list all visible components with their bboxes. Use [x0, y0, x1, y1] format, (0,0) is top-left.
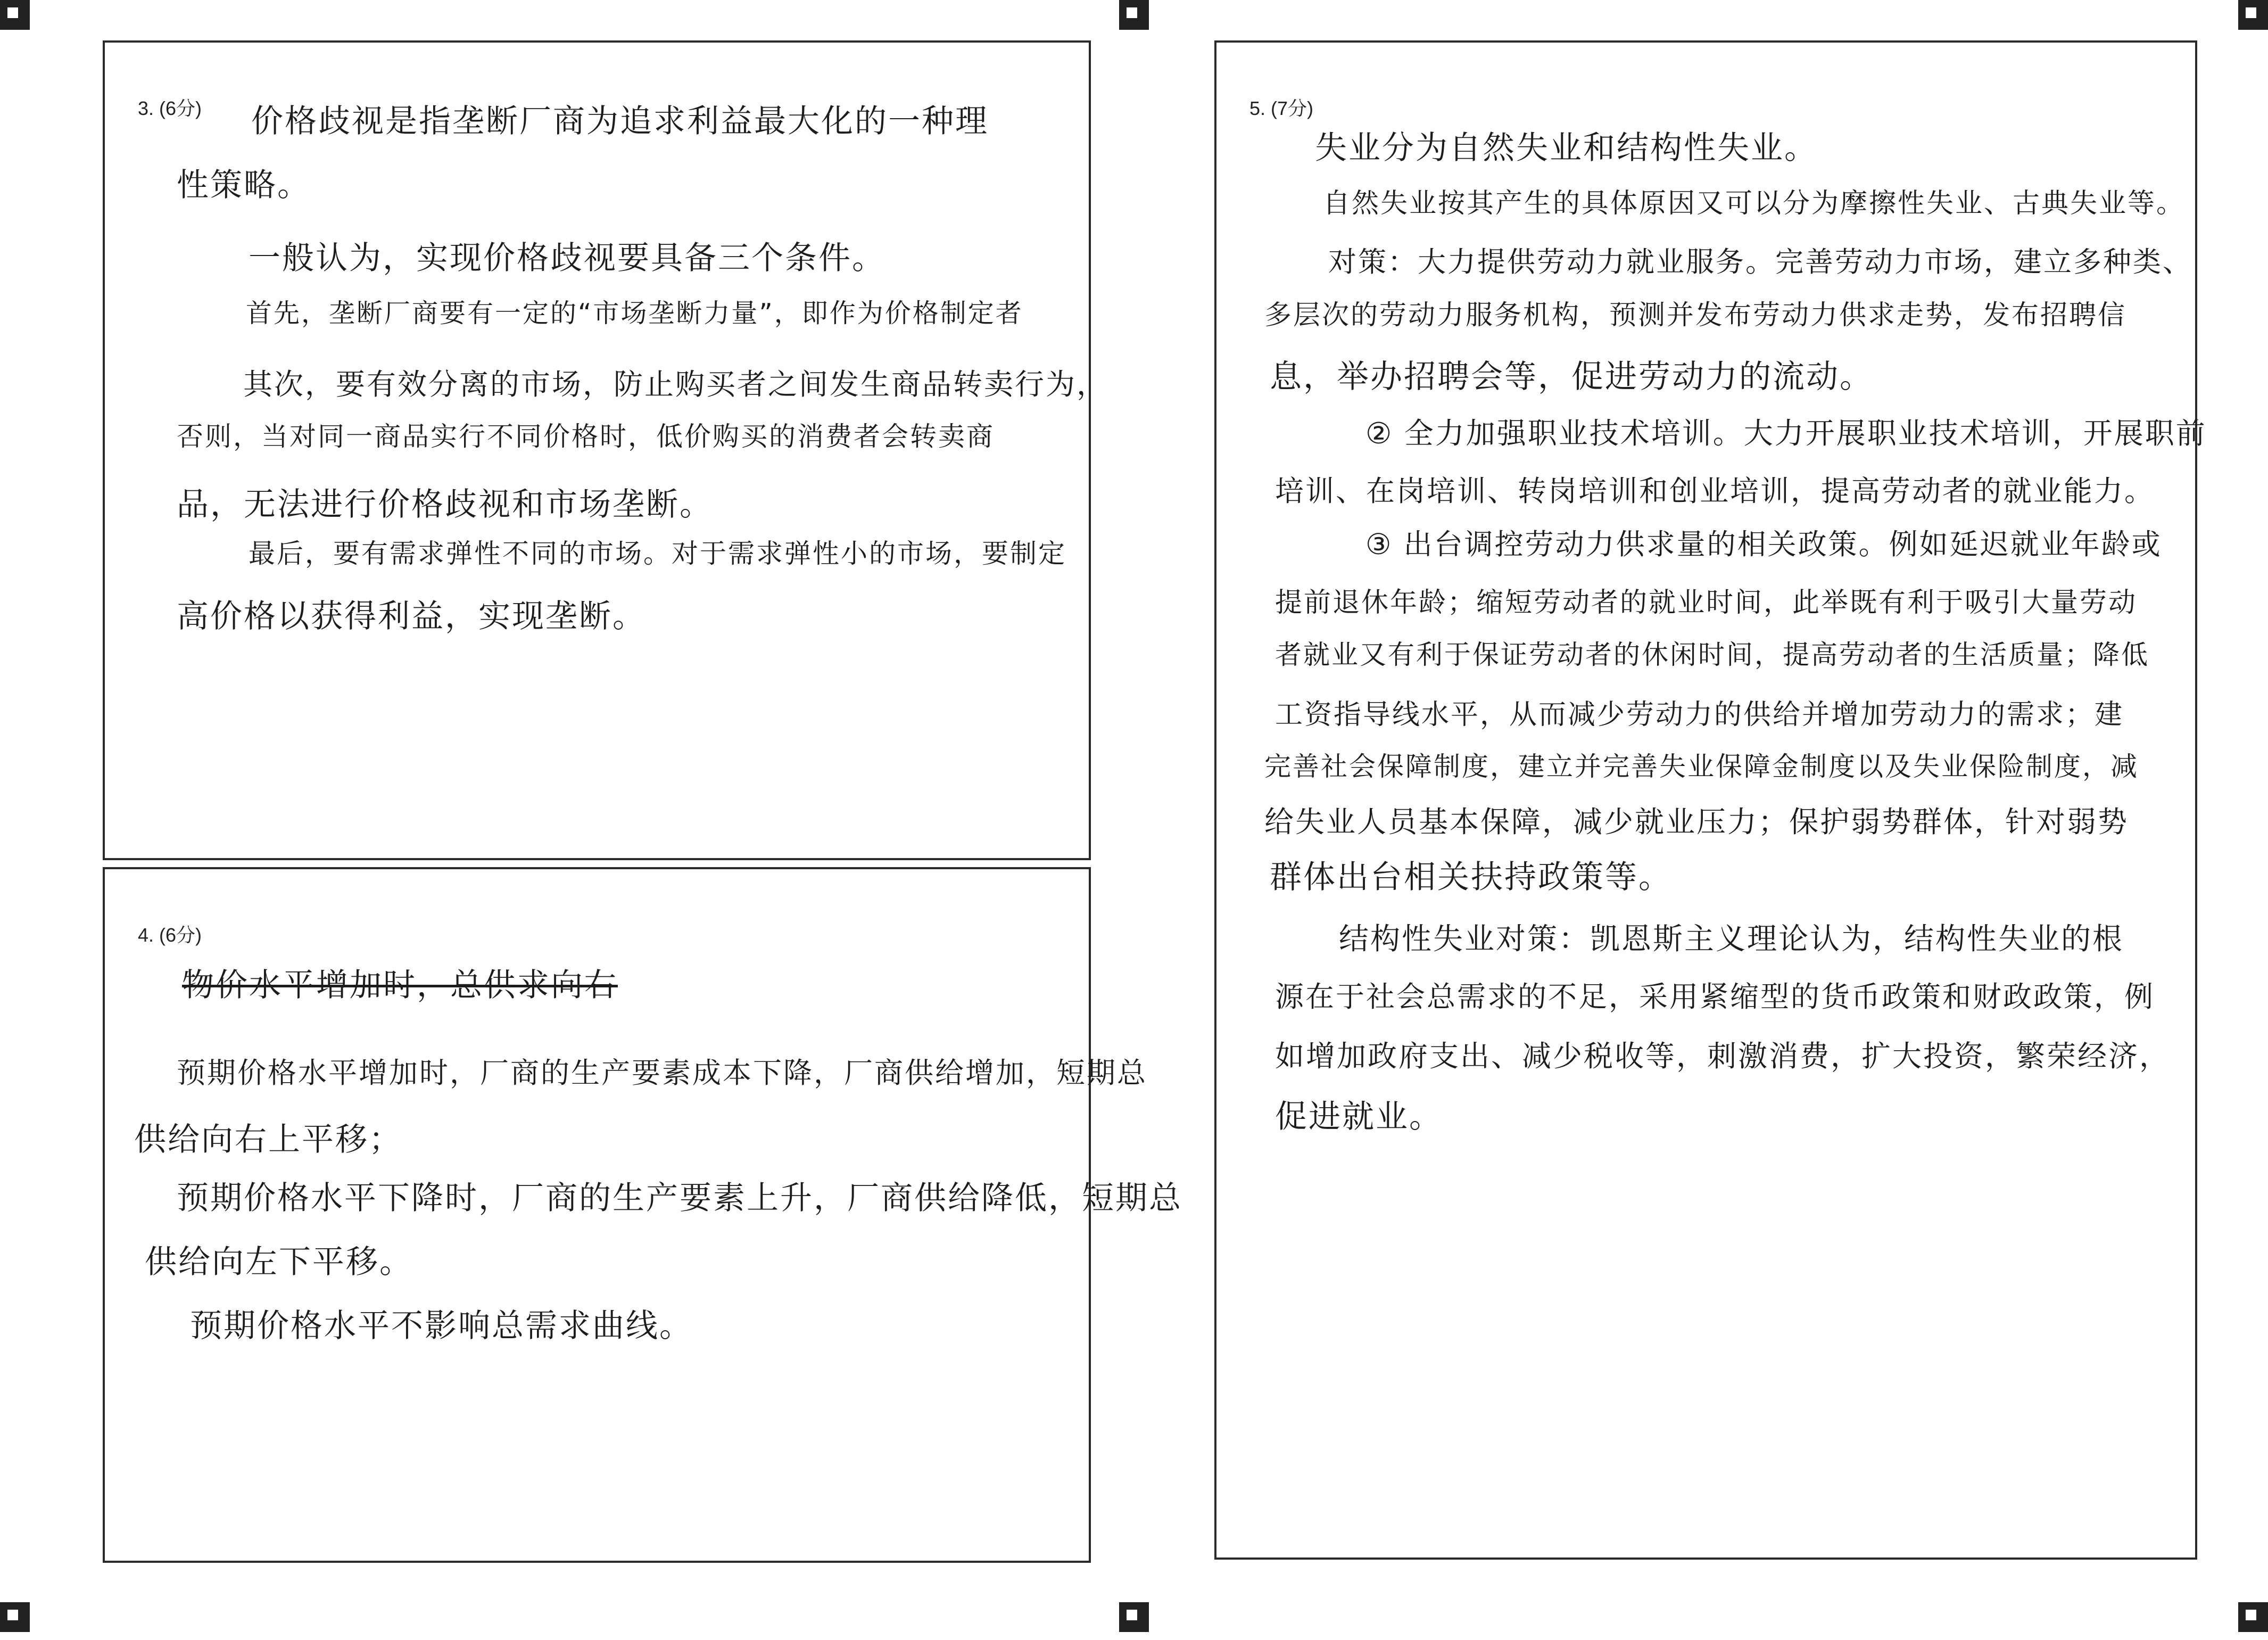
q5-line-5: 息，举办招聘会等，促进劳动力的流动。 — [1270, 358, 1873, 395]
q4-line-2: 供给向右上平移； — [134, 1121, 402, 1158]
q3-line-8: 最后，要有需求弹性不同的市场。对于需求弹性小的市场，要制定 — [249, 538, 1066, 569]
q5-line-10: 者就业又有利于保证劳动者的休闲时间，提高劳动者的生活质量；降低 — [1275, 639, 2149, 670]
q3-line-3: 一般认为，实现价格歧视要具备三个条件。 — [249, 240, 885, 277]
corner-marker-top-right — [2238, 0, 2268, 30]
corner-marker-top-left — [0, 0, 30, 30]
q5-line-17: 如增加政府支出、减少税收等，刺激消费，扩大投资，繁荣经济， — [1275, 1039, 2171, 1073]
answer-box-q5 — [1214, 40, 2207, 1560]
corner-marker-bottom-left — [0, 1602, 30, 1632]
q5-line-6: ② 全力加强职业技术培训。大力开展职业技术培训，开展职前 — [1365, 416, 2207, 450]
q5-line-1: 失业分为自然失业和结构性失业。 — [1315, 129, 1818, 167]
answer-box-q4 — [103, 867, 1182, 1563]
q3-line-7: 品，无法进行价格歧视和市场垄断。 — [177, 486, 713, 523]
q4-line-3: 预期价格水平下降时，厂商的生产要素上升，厂商供给降低，短期总 — [177, 1180, 1182, 1217]
q3-line-5: 其次，要有效分离的市场，防止购买者之间发生商品转卖行为， — [243, 367, 1108, 401]
q5-line-14: 群体出台相关扶持政策等。 — [1270, 859, 1672, 896]
corner-marker-top-center — [1119, 0, 1149, 30]
q5-line-3: 对策：大力提供劳动力就业服务。完善劳动力市场，建立多种类、 — [1328, 246, 2192, 278]
corner-marker-bottom-center — [1119, 1602, 1149, 1632]
q4-struck-line: 物价水平增加时，总供求向右 — [182, 967, 618, 1004]
q3-line-4: 首先，垄断厂商要有一定的“市场垄断力量”，即作为价格制定者 — [246, 298, 1023, 328]
q3-line-6: 否则，当对同一商品实行不同价格时，低价购买的消费者会转卖商 — [177, 421, 995, 452]
q5-line-18: 促进就业。 — [1275, 1098, 1443, 1135]
q3-line-2: 性策略。 — [177, 167, 311, 204]
question-label-q3: 3. (6分) — [138, 97, 202, 119]
question-label-q5: 5. (7分) — [1249, 97, 1314, 119]
q4-line-4: 供给向左下平移。 — [145, 1243, 413, 1281]
q3-line-1: 价格歧视是指垄断厂商为追求利益最大化的一种理 — [251, 103, 989, 140]
q5-line-16: 源在于社会总需求的不足，采用紧缩型的货币政策和财政政策，例 — [1275, 980, 2155, 1013]
q3-line-9: 高价格以获得利益，实现垄断。 — [177, 598, 646, 635]
q4-line-5: 预期价格水平不影响总需求曲线。 — [190, 1307, 693, 1345]
question-label-q4: 4. (6分) — [138, 924, 202, 946]
q5-line-4: 多层次的劳动力服务机构，预测并发布劳动力供求走势，发布招聘信 — [1264, 300, 2127, 331]
q5-line-12: 完善社会保障制度，建立并完善失业保障金制度以及失业保险制度，减 — [1264, 751, 2139, 782]
q5-line-15: 结构性失业对策：凯恩斯主义理论认为，结构性失业的根 — [1339, 922, 2124, 957]
q5-line-13: 给失业人员基本保障，减少就业压力；保护弱势群体，针对弱势 — [1264, 805, 2129, 839]
answer-box-q3 — [103, 40, 1108, 860]
q4-line-1: 预期价格水平增加时，厂商的生产要素成本下降，厂商供给增加，短期总 — [177, 1056, 1147, 1090]
q5-line-2: 自然失业按其产生的具体原因又可以分为摩擦性失业、古典失业等。 — [1323, 188, 2186, 219]
q5-line-11: 工资指导线水平，从而减少劳动力的供给并增加劳动力的需求；建 — [1275, 699, 2124, 731]
corner-marker-bottom-right — [2238, 1602, 2268, 1632]
q5-line-9: 提前退休年龄；缩短劳动者的就业时间，此举既有利于吸引大量劳动 — [1275, 587, 2138, 619]
q5-line-7: 培训、在岗培训、转岗培训和创业培训，提高劳动者的就业能力。 — [1275, 474, 2155, 508]
q5-line-8: ③ 出台调控劳动力供求量的相关政策。例如延迟就业年龄或 — [1365, 528, 2162, 561]
